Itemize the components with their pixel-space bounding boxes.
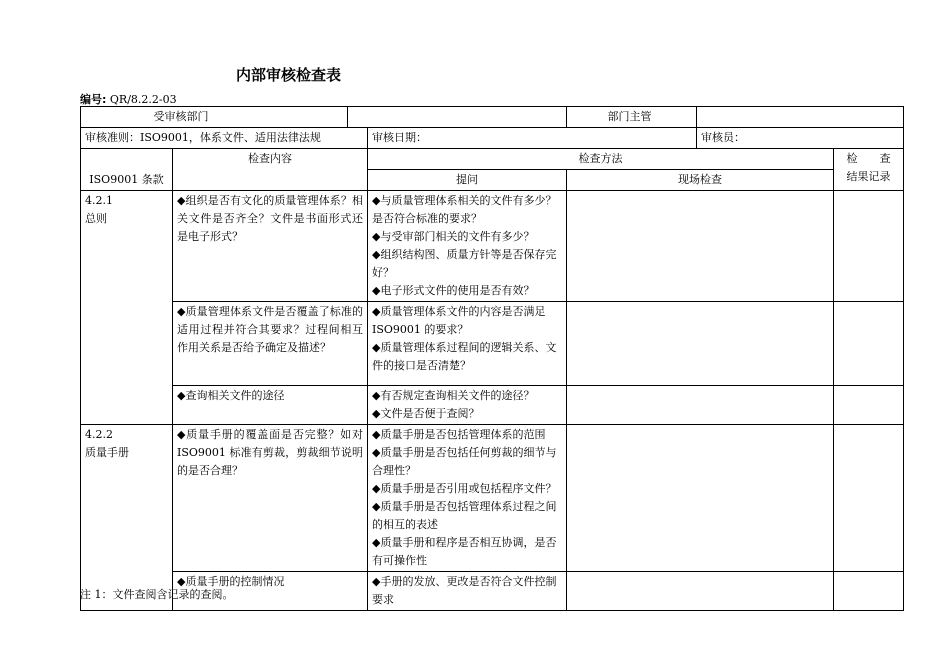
col-method: 检查方法 (368, 149, 834, 170)
footnote: 注 1：文件查阅含记录的查阅。 (80, 588, 234, 601)
dept-label: 受审核部门 (81, 107, 348, 128)
clause-cell: 4.2.2 质量手册 (81, 425, 173, 611)
onsite-cell[interactable] (567, 302, 834, 386)
result-cell[interactable] (834, 191, 904, 302)
check-content: ◆查询相关文件的途径 (173, 386, 368, 425)
onsite-cell[interactable] (567, 386, 834, 425)
auditor-label: 审核员： (697, 128, 904, 149)
check-content: ◆质量管理体系文件是否覆盖了标准的适用过程并符合其要求？过程间相互作用关系是否给予确定及描述？ (173, 302, 368, 386)
clause-cell: 4.2.1 总则 (81, 191, 173, 425)
result-cell[interactable] (834, 572, 904, 611)
check-content: ◆质量手册的控制情况 (173, 572, 368, 611)
code-value: QR/8.2.2-03 (109, 93, 177, 106)
onsite-cell[interactable] (567, 572, 834, 611)
result-cell[interactable] (834, 302, 904, 386)
supervisor-value[interactable] (697, 107, 904, 128)
check-content: ◆组织是否有文化的质量管理体系？相关文件是否齐全？文件是书面形式还是电子形式？ (173, 191, 368, 302)
col-result: 检 查 结果记录 (834, 149, 904, 191)
result-cell[interactable] (834, 386, 904, 425)
question-list: ◆质量管理体系文件的内容是否满足ISO9001 的要求？ ◆质量管理体系过程间的逻辑关系、文件的接口是否清楚？ (368, 302, 567, 386)
question-list: ◆有否规定查询相关文件的途径？ ◆文件是否便于查阅？ (368, 386, 567, 425)
onsite-cell[interactable] (567, 425, 834, 572)
col-clause: ISO9001 条款 (81, 149, 173, 191)
onsite-cell[interactable] (567, 191, 834, 302)
dept-value[interactable] (348, 107, 567, 128)
page-title: 内部审核检查表 (236, 66, 342, 84)
col-question: 提问 (368, 170, 567, 191)
audit-checklist-table (80, 106, 903, 611)
question-list: ◆质量手册是否包括管理体系的范围 ◆质量手册是否包括任何剪裁的细节与合理性？ ◆质量手册是否引用或包括程序文件？ ◆质量手册是否包括管理体系过程之间的相互的表述 ◆质量手册和程序是否相互协调，是否有可操作性 (368, 425, 567, 572)
code-label: 编号: (80, 93, 107, 106)
supervisor-label: 部门主管 (567, 107, 697, 128)
document-code (80, 91, 177, 107)
question-list: ◆与质量管理体系相关的文件有多少？是否符合标准的要求？ ◆与受审部门相关的文件有多少？ ◆组织结构图、质量方针等是否保存完好？ ◆电子形式文件的使用是否有效？ (368, 191, 567, 302)
question-list: ◆手册的发放、更改是否符合文件控制要求 (368, 572, 567, 611)
audit-criteria: 审核准则：ISO9001，体系文件、适用法律法规 (81, 128, 368, 149)
check-content: ◆质量手册的覆盖面是否完整？如对 ISO9001 标准有剪裁，剪裁细节说明的是否合理？ (173, 425, 368, 572)
audit-date-label: 审核日期： (368, 128, 697, 149)
col-onsite: 现场检查 (567, 170, 834, 191)
result-cell[interactable] (834, 425, 904, 572)
col-content: 检查内容 (173, 149, 368, 191)
